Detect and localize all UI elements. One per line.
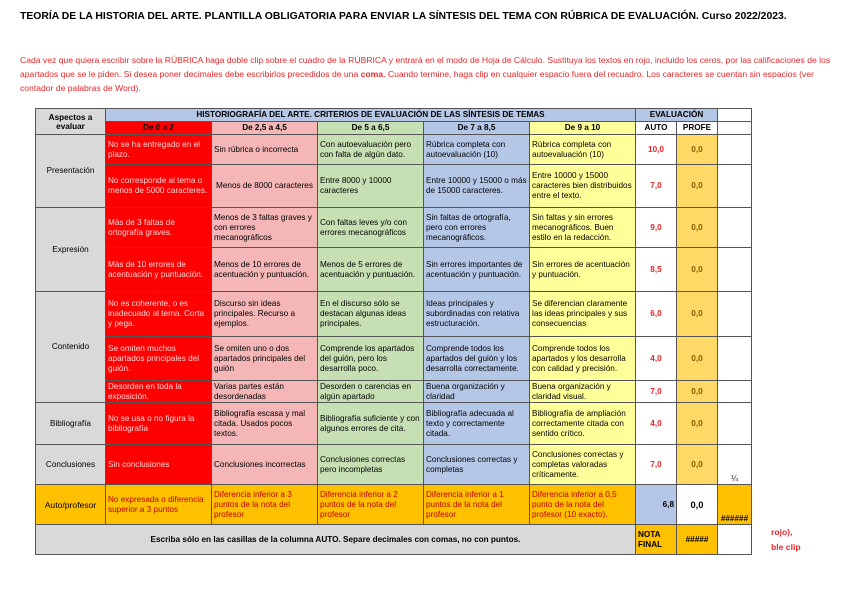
criterion-cell: Diferencia inferior a 1 puntos de la nota del profesor [424, 485, 530, 525]
document-title: TEORÍA DE LA HISTORIA DEL ARTE. PLANTILLA OBLIGATORIA PARA ENVIAR LA SÍNTESIS DEL TEMA CON RÚBRICA DE EVALUACIÓN. Curso 2022/2023. [20, 11, 787, 22]
aspect-bibliografia: Bibliografía [36, 403, 106, 445]
criterion-cell: Menos de 5 errores de acentuación y puntuación. [318, 248, 424, 292]
criterion-cell: Bibliografía suficiente y con algunos errores de cita. [318, 403, 424, 445]
aspect-conclusiones: Conclusiones [36, 445, 106, 485]
criterion-cell: Rúbrica completa con autoevaluación (10) [424, 135, 530, 165]
criterion-cell: Discurso sin ideas principales. Recurso a ejemplos. [212, 292, 318, 337]
profe-score-cell[interactable]: 0,0 [677, 403, 718, 445]
criterion-cell: Sin rúbrica o incorrecta [212, 135, 318, 165]
criterion-cell: Comprende los apartados del guión, pero los desarrolla poco. [318, 337, 424, 381]
aspect-contenido: Contenido [36, 292, 106, 403]
criterion-cell: Bibliografía adecuada al texto y correctamente citada. [424, 403, 530, 445]
range-header-0: De 0 a 2 [106, 122, 212, 135]
criterion-cell: Se diferencian claramente las ideas principales y sus consecuencias [530, 292, 636, 337]
auto-score-cell[interactable]: 9,0 [636, 208, 677, 248]
criterion-cell: Con faltas leves y/o con errores mecanográficos [318, 208, 424, 248]
evaluacion-header: EVALUACIÓN [636, 109, 718, 122]
criterion-cell: Diferencia inferior a 2 puntos de la nota del profesor [318, 485, 424, 525]
criterion-cell: Entre 8000 y 10000 caracteres [318, 165, 424, 208]
profe-header: PROFE [677, 122, 718, 135]
hash-overflow-cell: ###### [718, 485, 752, 525]
blank-cell [718, 165, 752, 208]
criterion-cell: Bibliografía de ampliación correctamente citada con sentido crítico. [530, 403, 636, 445]
criterion-cell: Comprende todos los apartados y los desarrolla con calidad y precisión. [530, 337, 636, 381]
criterion-cell: Con autoevaluación pero con falta de algún dato. [318, 135, 424, 165]
criterion-cell: Desorden en toda la exposición. [106, 381, 212, 403]
instructions-text [20, 53, 834, 95]
profe-average-cell: 0,0 [677, 485, 718, 525]
criterion-cell: Más de 10 errores de acentuación y puntuación. [106, 248, 212, 292]
nota-final-value: ##### [677, 525, 718, 555]
criterion-cell: Sin conclusiones [106, 445, 212, 485]
footer-instruction: Escriba sólo en las casillas de la columna AUTO. Separe decimales con comas, no con puntos. [36, 525, 636, 555]
criterion-cell: Entre 10000 y 15000 caracteres bien distribuidos entre el texto. [530, 165, 636, 208]
blank-cell [718, 337, 752, 381]
criterion-cell: Desorden o carencias en algún apartado [318, 381, 424, 403]
blank-cell [718, 109, 752, 122]
aspect-auto-profesor: Auto/profesor [36, 485, 106, 525]
auto-score-cell[interactable]: 4,0 [636, 337, 677, 381]
blank-cell [718, 248, 752, 292]
criterion-cell: Comprende todos los apartados del guión y los desarrolla correctamente. [424, 337, 530, 381]
blank-cell [718, 381, 752, 403]
criterion-cell: Diferencia inferior a 3 puntos de la nota del profesor [212, 485, 318, 525]
criterion-cell: Buena organización y claridad visual. [530, 381, 636, 403]
criterion-cell: Bibliografía escasa y mal citada. Usados pocos textos. [212, 403, 318, 445]
profe-score-cell[interactable]: 0,0 [677, 445, 718, 485]
criterion-cell: No expresada o diferencia superior a 3 puntos [106, 485, 212, 525]
criterion-cell: En el discurso sólo se destacan algunas ideas principales. [318, 292, 424, 337]
criterion-cell: Conclusiones correctas y completas [424, 445, 530, 485]
blank-cell [718, 292, 752, 337]
criterion-cell: Conclusiones correctas pero incompletas [318, 445, 424, 485]
rubric-table[interactable] [35, 108, 752, 555]
criterion-cell: Menos de 10 errores de acentuación y puntuación. [212, 248, 318, 292]
instructions-bold: coma [360, 69, 384, 79]
criterion-cell: Sin faltas de ortografía, pero con errores mecanográficos. [424, 208, 530, 248]
overflow-text-1: rojo), [771, 527, 793, 537]
blank-cell [718, 122, 752, 135]
auto-score-cell[interactable]: 7,0 [636, 165, 677, 208]
instructions-part2: . Cuando termine, haga clip en cualquier espacio fuera del recuadro. Los caracteres se cuentan sin espacios (ver contador de palabras de Word). [20, 69, 814, 93]
criterion-cell: Se omiten uno o dos apartados principales del guión [212, 337, 318, 381]
criterion-cell: Sin faltas y sin errores mecanográficos. Buen estilo en la redacción. [530, 208, 636, 248]
instructions-part1: Cada vez que quiera escribir sobre la RÚBRICA haga doble clip sobre el cuadro de la RÚBRICA y entrará en el modo de Hoja de Cálculo. Sustituya los textos en rojo, incluido los ceros, por las calificaciones de los apartados que se le piden. Si desea poner decimales debe escribirlos precedidos de una [20, 55, 831, 79]
auto-score-cell[interactable]: 7,0 [636, 381, 677, 403]
criterion-cell: Menos de 3 faltas graves y con errores mecanográficos [212, 208, 318, 248]
criterion-cell: Entre 10000 y 15000 o más de 15000 caracteres. [424, 165, 530, 208]
range-header-4: De 9 a 10 [530, 122, 636, 135]
criterion-cell: Sin errores de acentuación y puntuación. [530, 248, 636, 292]
criterion-cell: Ideas principales y subordinadas con relativa estructuración. [424, 292, 530, 337]
criterion-cell: No se ha entregado en el plazo. [106, 135, 212, 165]
profe-score-cell[interactable]: 0,0 [677, 381, 718, 403]
profe-score-cell[interactable]: 0,0 [677, 248, 718, 292]
criterion-cell: Conclusiones incorrectas [212, 445, 318, 485]
blank-cell [718, 208, 752, 248]
range-header-3: De 7 a 8,5 [424, 122, 530, 135]
criterion-cell: Conclusiones correctas y completas valoradas críticamente. [530, 445, 636, 485]
criterion-cell: Se omiten muchos apartados principales del guión. [106, 337, 212, 381]
auto-header: AUTO [636, 122, 677, 135]
auto-score-cell[interactable]: 7,0 [636, 445, 677, 485]
criterion-cell: No es coherente, o es inadecuado al tema. Corta y pega. [106, 292, 212, 337]
auto-average-cell: 6,8 [636, 485, 677, 525]
profe-score-cell[interactable]: 0,0 [677, 165, 718, 208]
nota-final-label: NOTA FINAL [636, 525, 677, 555]
criterion-cell: Rúbrica completa con autoevaluación (10) [530, 135, 636, 165]
criterion-cell: No corresponde al tema o menos de 5000 caracteres. [106, 165, 212, 208]
auto-score-cell[interactable]: 10,0 [636, 135, 677, 165]
profe-score-cell[interactable]: 0,0 [677, 208, 718, 248]
criterion-cell: Menos de 8000 caracteres [212, 165, 318, 208]
auto-score-cell[interactable]: 8,5 [636, 248, 677, 292]
criterion-cell: Varias partes están desordenadas [212, 381, 318, 403]
criterion-cell: Diferencia inferior a 0,5 punto de la nota del profesor (10 exacto). [530, 485, 636, 525]
aspect-presentacion: Presentación [36, 135, 106, 208]
criterion-cell: Más de 3 faltas de ortografía graves. [106, 208, 212, 248]
overflow-text-2: ble clip [771, 542, 801, 552]
criteria-header: HISTORIOGRAFÍA DEL ARTE. CRITERIOS DE EVALUACIÓN DE LAS SÍNTESIS DE TEMAS [106, 109, 636, 122]
auto-score-cell[interactable]: 4,0 [636, 403, 677, 445]
tick-mark: ¼ [718, 445, 752, 485]
criterion-cell: Sin errores importantes de acentuación y puntuación. [424, 248, 530, 292]
profe-score-cell[interactable]: 0,0 [677, 292, 718, 337]
blank-cell [718, 403, 752, 445]
profe-score-cell[interactable]: 0,0 [677, 135, 718, 165]
range-header-1: De 2,5 a 4,5 [212, 122, 318, 135]
auto-score-cell[interactable]: 6,0 [636, 292, 677, 337]
aspect-expresion: Expresión [36, 208, 106, 292]
blank-cell [718, 135, 752, 165]
criterion-cell: Buena organización y claridad [424, 381, 530, 403]
aspectos-header: Aspectos a evaluar [36, 109, 106, 135]
blank-cell [718, 525, 752, 555]
criterion-cell: No se usa o no figura la bibliografía [106, 403, 212, 445]
profe-score-cell[interactable]: 0,0 [677, 337, 718, 381]
range-header-2: De 5 a 6,5 [318, 122, 424, 135]
